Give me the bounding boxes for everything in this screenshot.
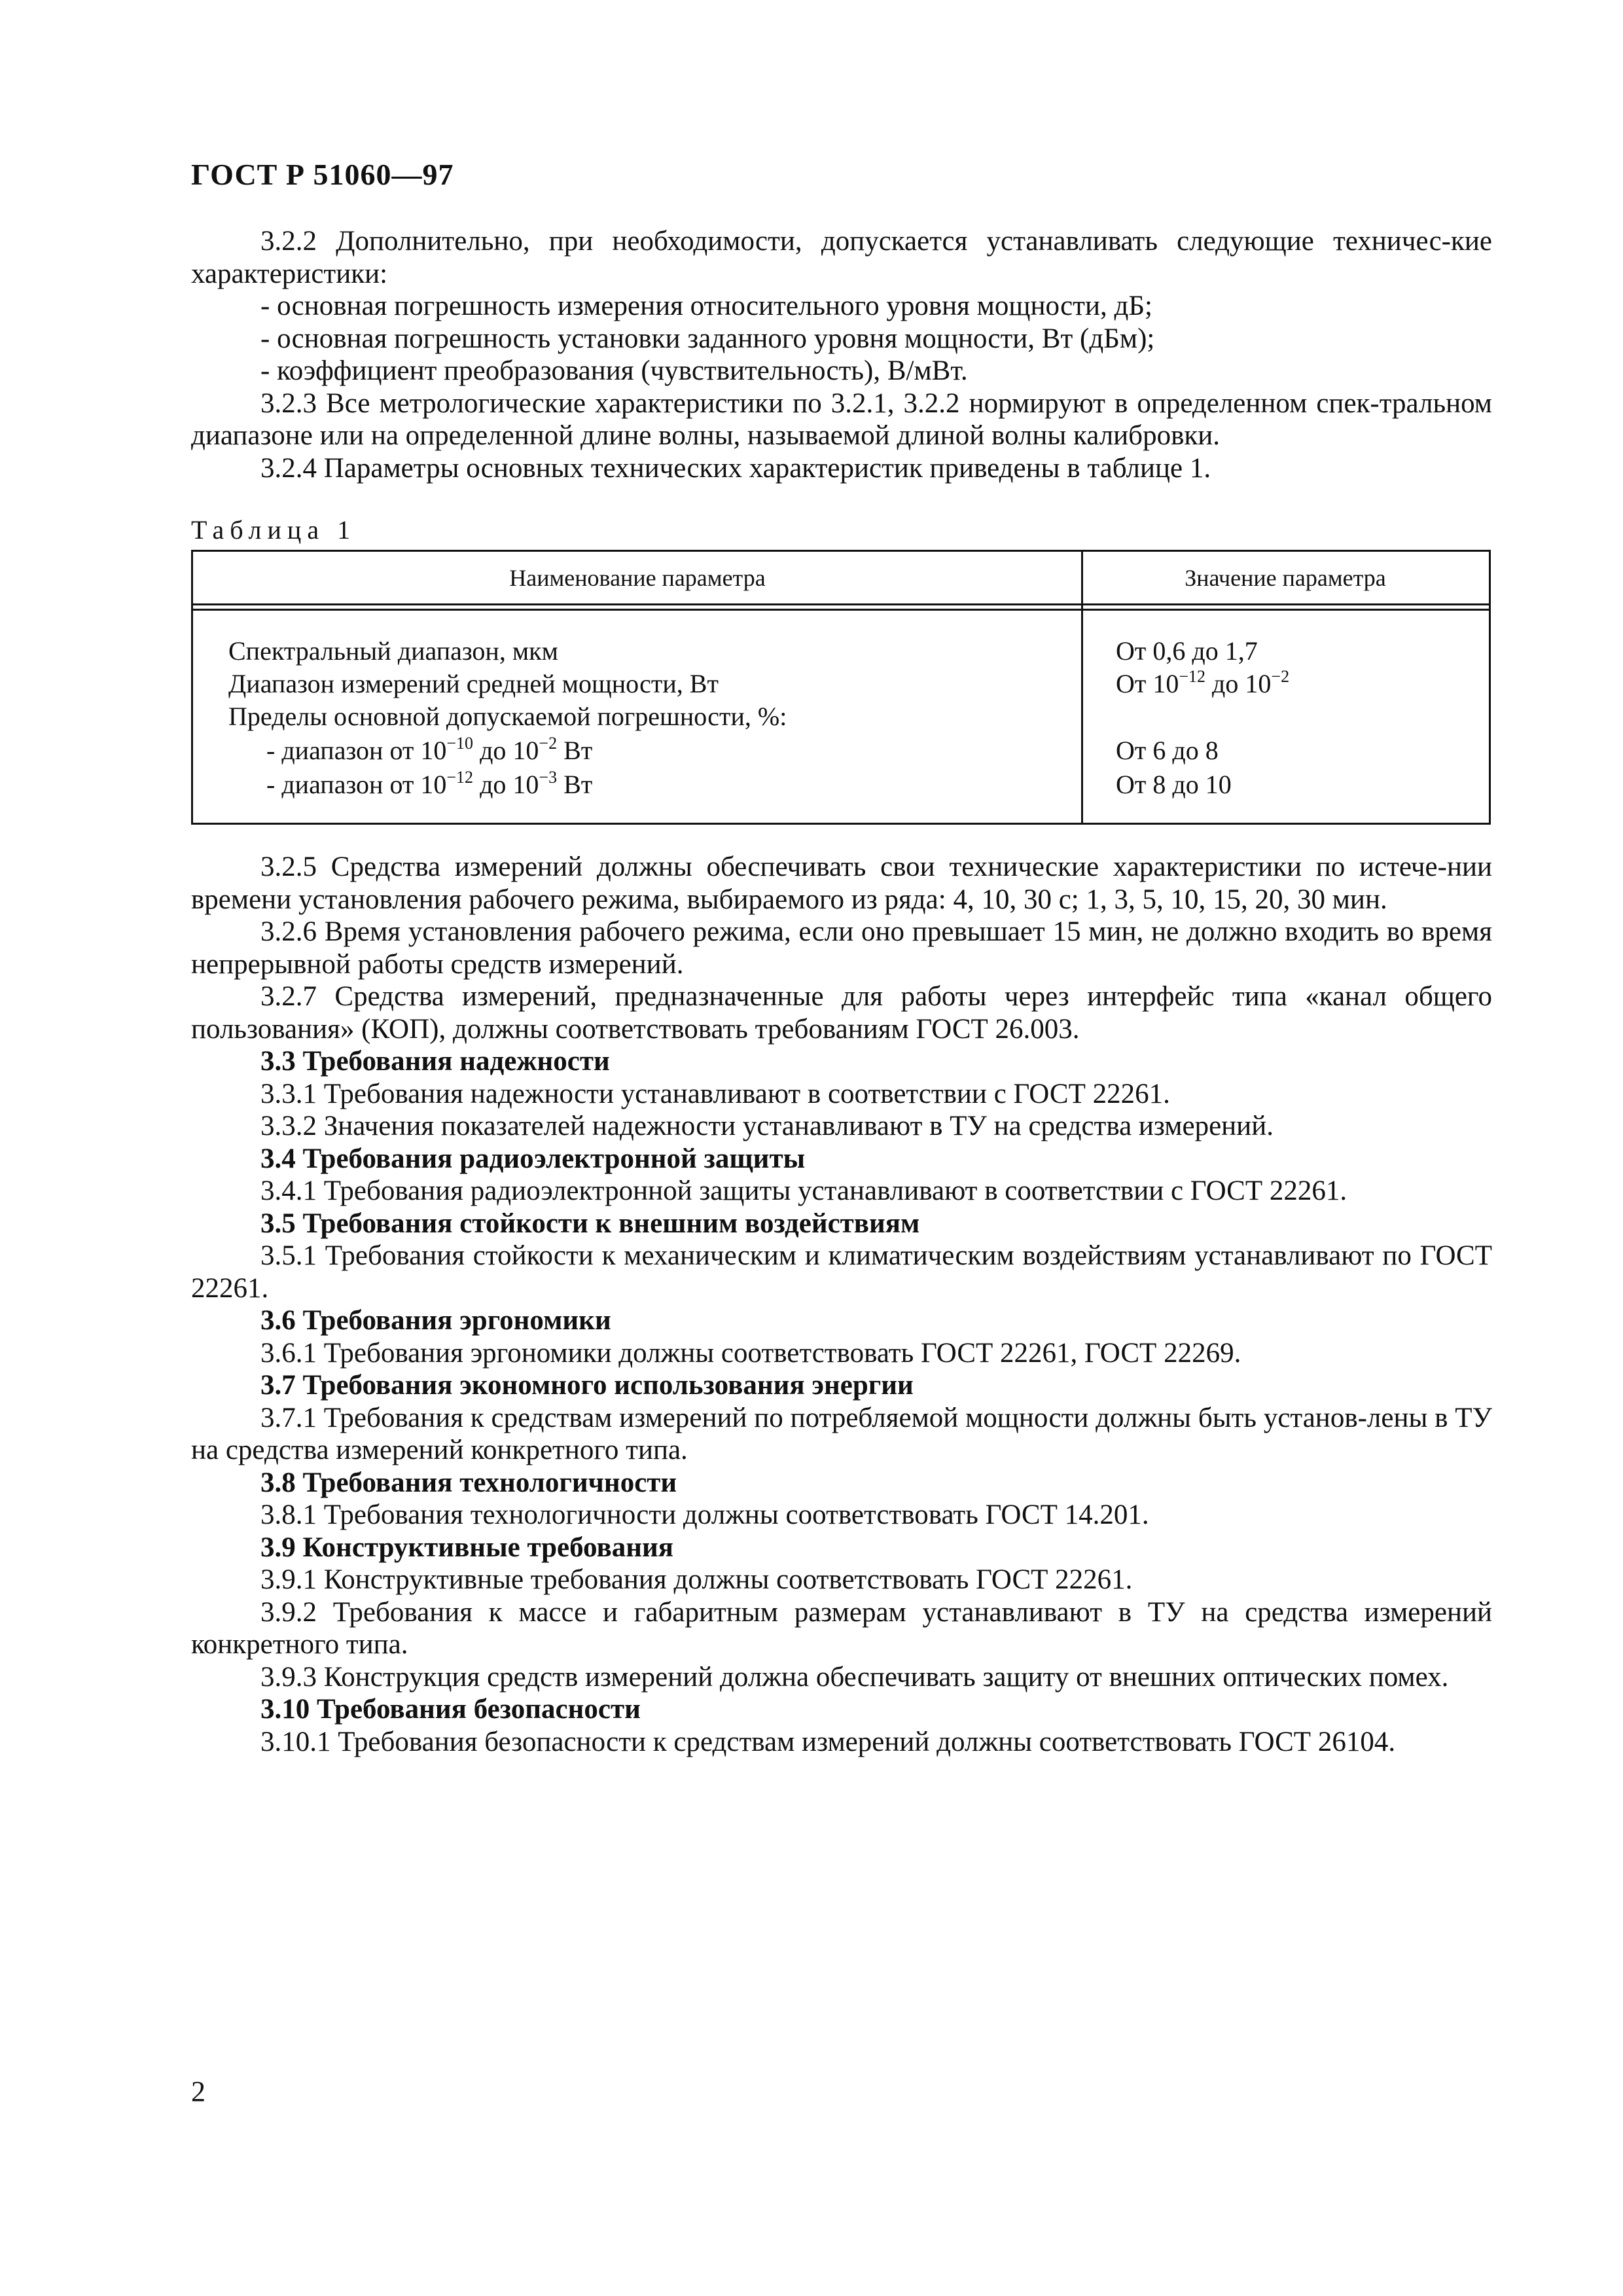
page-number: 2 bbox=[191, 2075, 205, 2108]
cell-value: От 0,6 до 1,7 bbox=[1116, 636, 1258, 666]
table-header-row bbox=[193, 552, 1489, 605]
section-heading-3-9: 3.9 Конструктивные требования bbox=[260, 1532, 674, 1563]
table-row bbox=[193, 668, 1489, 702]
cell-value: От 6 до 8 bbox=[1116, 736, 1219, 765]
table-caption: Таблица 1 bbox=[191, 515, 357, 545]
cell-name: - диапазон от $10^{-10}$ до $10^{-2}$ Вт bbox=[266, 734, 593, 765]
table-header-rule bbox=[193, 605, 1489, 611]
paragraph-3-8-1: 3.8.1 Требования технологичности должны соответствовать ГОСТ 14.201. bbox=[260, 1499, 1149, 1530]
cell-value: От 8 до 10 bbox=[1116, 770, 1232, 799]
cell-name: - диапазон от $10^{-12}$ до $10^{-3}$ Вт bbox=[266, 768, 593, 799]
cell-name: Диапазон измерений средней мощности, Вт bbox=[228, 669, 719, 698]
section-heading-3-8: 3.8 Требования технологичности bbox=[260, 1467, 677, 1498]
paragraph-3-2-4: 3.2.4 Параметры основных технических характеристик приведены в таблице 1. bbox=[260, 452, 1211, 484]
paragraph-3-10-1: 3.10.1 Требования безопасности к средствам измерений должны соответствовать ГОСТ 26104. bbox=[260, 1726, 1396, 1757]
paragraph-3-9-1: 3.9.1 Конструктивные требования должны соответствовать ГОСТ 22261. bbox=[260, 1564, 1133, 1595]
parameters-table bbox=[191, 550, 1491, 825]
paragraph-3-7-1: 3.7.1 Требования к средствам измерений по потребляемой мощности должны быть установ-лены в ТУ на средства измерений конкретного типа. bbox=[191, 1402, 1492, 1465]
cell-value: От $10^{-12}$ до $10^{-2}$ bbox=[1116, 667, 1290, 698]
list-item: - коэффициент преобразования (чувствительность), В/мВт. bbox=[260, 355, 968, 386]
paragraph-3-2-2: 3.2.2 Дополнительно, при необходимости, допускается устанавливать следующие техничес-кие характеристики: bbox=[191, 226, 1492, 289]
paragraph-3-2-3: 3.2.3 Все метрологические характеристики по 3.2.1, 3.2.2 нормируют в определенном спек-тральном диапазоне или на определенной длине волны, называемой длиной волны калибровки. bbox=[191, 387, 1492, 451]
table-row bbox=[193, 769, 1489, 803]
cell-name: Пределы основной допускаемой погрешности, %: bbox=[228, 702, 787, 731]
paragraph-3-2-7: 3.2.7 Средства измерений, предназначенные для работы через интерфейс типа «канал общего пользования» (КОП), должны соответствовать требованиям ГОСТ 26.003. bbox=[191, 981, 1492, 1045]
paragraph-3-4-1: 3.4.1 Требования радиоэлектронной защиты устанавливают в соответствии с ГОСТ 22261. bbox=[260, 1175, 1347, 1206]
table-row bbox=[193, 735, 1489, 769]
section-heading-3-10: 3.10 Требования безопасности bbox=[260, 1694, 641, 1725]
table-row bbox=[193, 636, 1489, 670]
intro-text bbox=[191, 225, 1492, 484]
table-body bbox=[193, 611, 1489, 823]
paragraph-3-9-2: 3.9.2 Требования к массе и габаритным размерам устанавливают в ТУ на средства измерений конкретного типа. bbox=[191, 1596, 1492, 1660]
cell-name: Спектральный диапазон, мкм bbox=[228, 636, 558, 666]
section-heading-3-4: 3.4 Требования радиоэлектронной защиты bbox=[260, 1143, 806, 1174]
list-item: - основная погрешность измерения относительного уровня мощности, дБ; bbox=[260, 291, 1152, 321]
paragraph-3-3-1: 3.3.1 Требования надежности устанавливают в соответствии с ГОСТ 22261. bbox=[260, 1078, 1170, 1109]
paragraph-3-2-5: 3.2.5 Средства измерений должны обеспечивать свои технические характеристики по истече-нии времени установления рабочего режима, выбираемого из ряда: 4, 10, 30 с; 1, 3, 5, 10, 15, 20, 30 мин. bbox=[191, 852, 1492, 915]
list-item: - основная погрешность установки заданного уровня мощности, Вт (дБм); bbox=[260, 323, 1155, 354]
header-name: Наименование параметра bbox=[509, 564, 766, 591]
document-code: ГОСТ Р 51060—97 bbox=[191, 158, 454, 191]
paragraph-3-6-1: 3.6.1 Требования эргономики должны соответствовать ГОСТ 22261, ГОСТ 22269. bbox=[260, 1337, 1241, 1369]
paragraph-3-9-3: 3.9.3 Конструкция средств измерений должна обеспечивать защиту от внешних оптических помех. bbox=[260, 1661, 1449, 1693]
requirements-text bbox=[191, 851, 1492, 1758]
header-value: Значение параметра bbox=[1185, 564, 1386, 591]
table-row bbox=[193, 701, 1489, 735]
paragraph-3-5-1: 3.5.1 Требования стойкости к механическим и климатическим воздействиям устанавливают по ГОСТ 22261. bbox=[191, 1240, 1492, 1304]
paragraph-3-2-6: 3.2.6 Время установления рабочего режима, если оно превышает 15 мин, не должно входить во время непрерывной работы средств измерений. bbox=[191, 916, 1492, 980]
paragraph-3-3-2: 3.3.2 Значения показателей надежности устанавливают в ТУ на средства измерений. bbox=[260, 1111, 1274, 1141]
section-heading-3-3: 3.3 Требования надежности bbox=[260, 1046, 610, 1077]
section-heading-3-7: 3.7 Требования экономного использования энергии bbox=[260, 1370, 914, 1401]
section-heading-3-6: 3.6 Требования эргономики bbox=[260, 1305, 611, 1336]
section-heading-3-5: 3.5 Требования стойкости к внешним воздействиям bbox=[260, 1208, 920, 1239]
